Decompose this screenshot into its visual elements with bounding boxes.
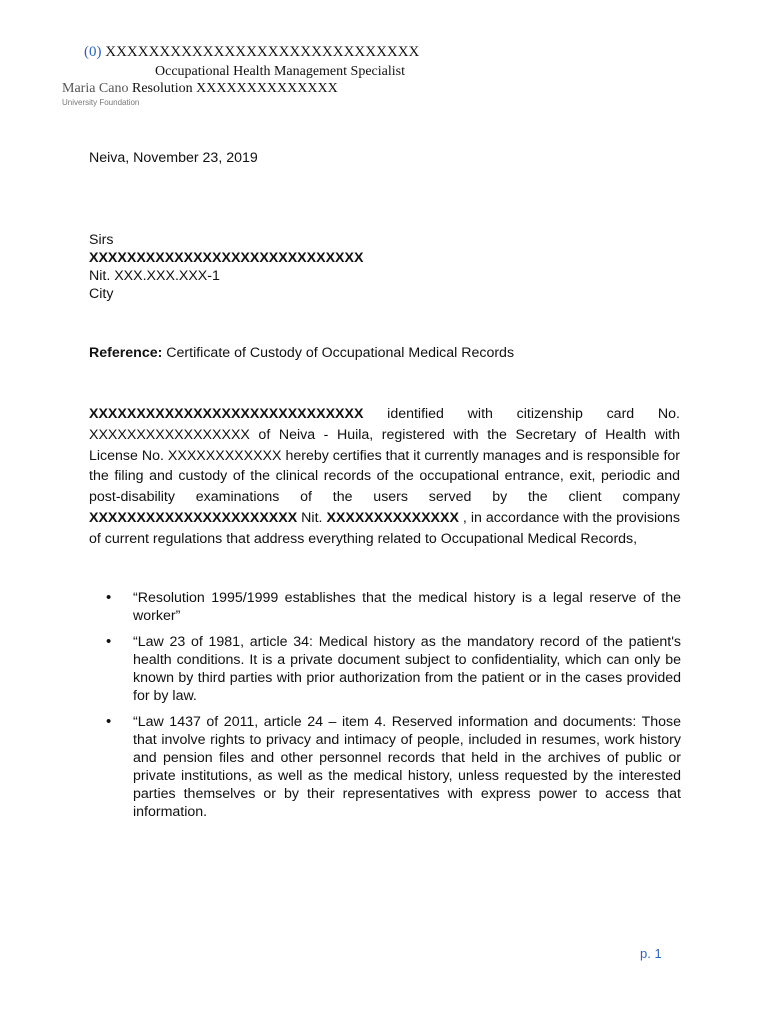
list-item-text: “Resolution 1995/1999 establishes that the medical history is a legal reserve of the worker” (133, 590, 681, 624)
regulations-list (106, 589, 681, 821)
paragraph-text-2: Nit. (297, 509, 327, 526)
client-company-name: XXXXXXXXXXXXXXXXXXXXXX (89, 509, 298, 526)
certification-paragraph (89, 404, 680, 550)
addressee-city: City (89, 286, 114, 302)
letterhead-institution: University Foundation (62, 98, 140, 107)
letterhead-title: Occupational Health Management Specialist (155, 64, 405, 79)
list-item-text: “Law 23 of 1981, article 34: Medical history as the mandatory record of the patient's health conditions. It is a private document subject to confidentiality, which can only be known by third parties with prior authorization from the patient or in the cases provided for by law. (133, 634, 681, 704)
bullet-icon: • (106, 589, 112, 606)
reference-line (89, 344, 680, 362)
page-number: p. 1 (640, 946, 662, 961)
list-item-text: “Law 1437 of 2011, article 24 – item 4. Reserved information and documents: Those that involve rights to privacy and intimacy of people, included in resumes, work history and pension files and other personnel records that held in the archives of public or private institutions, as well as the medical history, unless requested by the interested parties themselves or by their representatives with express power to access that information. (133, 714, 681, 820)
certifier-name: XXXXXXXXXXXXXXXXXXXXXXXXXXXXX (89, 406, 364, 422)
list-item (106, 589, 681, 625)
letterhead-number: (0) (84, 44, 102, 60)
list-item (106, 633, 681, 705)
letterhead-org-line (84, 44, 419, 61)
paragraph-text-1: identified with citizenship card No. XXXXXXXXXXXXXXXXX of Neiva - Huila, registered with the Secretary of Health with License No. XXXXXXXXXXXX hereby certifies that it currently manages and is responsible for the filing and custody of the clinical records of the occupational entrance, exit, periodic and post-disability examinations of the users served by the client company (89, 406, 680, 506)
list-item (106, 713, 681, 821)
addressee-salutation: Sirs (89, 232, 114, 248)
paragraph-text-3: , in accordance with the provisions of current regulations that address everything related to Occupational Medical Records, (89, 509, 681, 547)
addressee-nit: Nit. XXX.XXX.XXX-1 (89, 268, 220, 284)
letterhead-resolution: Resolution XXXXXXXXXXXXXX (131, 81, 338, 96)
addressee-block (89, 231, 680, 303)
letterhead-person-line (62, 81, 338, 97)
bullet-icon: • (106, 633, 112, 650)
reference-label: Reference: (89, 345, 163, 361)
bullet-icon: • (106, 713, 112, 730)
addressee-company (89, 249, 680, 267)
reference-text: Certificate of Custody of Occupational Medical Records (162, 345, 515, 361)
client-company-nit: XXXXXXXXXXXXXX (326, 509, 459, 526)
letterhead-org-name: XXXXXXXXXXXXXXXXXXXXXXXXXXXXX (105, 44, 420, 60)
addressee-company-name: XXXXXXXXXXXXXXXXXXXXXXXXXXXXX (89, 250, 364, 266)
letter-date: Neiva, November 23, 2019 (89, 150, 258, 166)
letterhead-person-name: Maria Cano (62, 81, 129, 96)
